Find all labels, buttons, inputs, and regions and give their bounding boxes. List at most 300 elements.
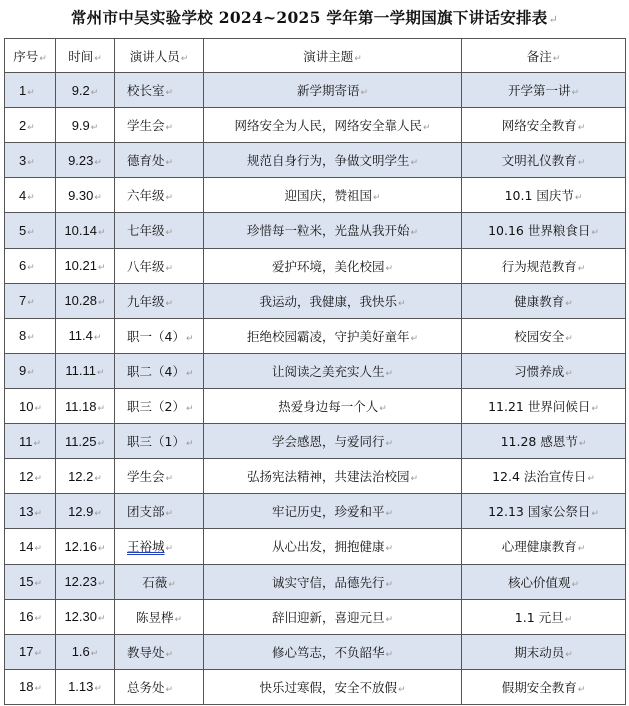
cell-topic-text: 学会感恩，与爱同行 [271,434,385,450]
cell-topic-text: 我运动，我健康，我快乐 [259,293,397,309]
table-row [5,248,626,283]
cell-topic-text: 网络安全为人民，网络安全靠人民 [234,118,422,134]
schedule-table [4,38,626,705]
cell-speaker-text: 德育处 [127,153,165,169]
cell-speaker-text: 职三（2） [127,399,185,415]
cell-topic-text: 珍惜每一粒米，光盘从我开始 [246,223,410,239]
cell-date-text: 1.6 [71,644,90,660]
cell-topic [204,73,462,108]
cell-date [56,634,115,669]
cell-end-mark-icon: ↵ [94,191,102,202]
cell-topic-text: 让阅读之美充实人生 [271,363,385,379]
cell-note [462,669,626,704]
cell-topic-text: 迎国庆，赞祖国 [284,188,372,204]
cell-end-mark-icon: ↵ [33,437,42,448]
cell-speaker [115,388,204,423]
cell-date [56,73,115,108]
cell-speaker-text: 学生会 [127,118,165,134]
cell-note-text: 习惯养成 [514,363,565,379]
cell-speaker [115,178,204,213]
cell-speaker [115,599,204,634]
cell-topic [204,494,462,529]
cell-end-mark-icon: ↵ [168,579,176,590]
cell-date [56,388,115,423]
cell-end-mark-icon: ↵ [165,649,174,660]
cell-end-mark-icon: ↵ [372,193,381,204]
cell-note [462,108,626,143]
cell-no [5,213,56,248]
cell-end-mark-icon: ↵ [97,367,105,378]
cell-end-mark-icon: ↵ [360,88,369,99]
cell-end-mark-icon: ↵ [354,53,362,64]
cell-speaker [115,108,204,143]
cell-no-text: 11 [19,433,33,449]
cell-speaker [115,73,204,108]
cell-end-mark-icon: ↵ [577,158,586,169]
cell-note-text: 网络安全教育 [501,118,577,134]
cell-end-mark-icon: ↵ [185,368,194,379]
cell-no-text: 9 [19,363,27,379]
cell-note-text: 1.1 元旦 [514,609,564,625]
cell-date-text: 10.21 [64,258,97,274]
cell-end-mark-icon: ↵ [34,472,43,483]
cell-no [5,459,56,494]
cell-end-mark-icon: ↵ [577,123,586,134]
cell-note [462,143,626,178]
cell-end-mark-icon: ↵ [385,614,394,625]
cell-note-text: 12.4 法治宣传日 [492,469,587,485]
cell-topic [204,599,462,634]
cell-topic [204,108,462,143]
cell-end-mark-icon: ↵ [34,648,43,659]
table-row [5,529,626,564]
cell-no-text: 3 [19,152,27,168]
cell-note [462,494,626,529]
cell-date-text: 11.18 [64,398,97,414]
cell-no [5,669,56,704]
cell-note [462,424,626,459]
cell-end-mark-icon: ↵ [185,439,194,450]
cell-no [5,634,56,669]
cell-topic-text: 辞旧迎新，喜迎元旦 [271,609,385,625]
cell-note [462,529,626,564]
header-topic: 演讲主题↵ [204,39,462,73]
cell-topic [204,459,462,494]
cell-topic-text: 快乐过寒假，安全不放假 [259,679,397,695]
cell-speaker [115,248,204,283]
header-speaker: 演讲人员↵ [115,39,204,73]
cell-speaker [115,634,204,669]
cell-end-mark-icon: ↵ [165,88,174,99]
cell-topic-text: 修心笃志，不负韶华 [271,644,385,660]
cell-no-text: 7 [19,293,27,309]
cell-topic [204,318,462,353]
document-title-text: 常州市中吴实验学校 2024~2025 学年第一学期国旗下讲话安排表 [70,8,548,27]
cell-no [5,318,56,353]
table-row [5,73,626,108]
cell-end-mark-icon: ↵ [98,578,106,589]
cell-topic [204,178,462,213]
cell-end-mark-icon: ↵ [591,509,599,520]
cell-speaker-text: 六年级 [127,188,165,204]
cell-date-text: 10.14 [64,222,97,238]
cell-date [56,108,115,143]
cell-no-text: 18 [19,679,34,695]
cell-topic [204,529,462,564]
cell-end-mark-icon: ↵ [98,262,106,273]
cell-end-mark-icon: ↵ [165,509,174,520]
cell-note [462,213,626,248]
cell-note-text: 假期安全教育 [501,679,577,695]
cell-date [56,669,115,704]
cell-no-text: 2 [19,117,27,133]
cell-end-mark-icon: ↵ [90,86,99,97]
cell-end-mark-icon: ↵ [165,474,174,485]
cell-end-mark-icon: ↵ [577,263,586,274]
cell-speaker [115,564,204,599]
cell-date [56,143,115,178]
cell-speaker-text: 职三（1） [127,434,185,450]
cell-topic-text: 规范自身行为，争做文明学生 [246,153,410,169]
cell-date-text: 12.23 [64,574,97,590]
table-row [5,669,626,704]
cell-end-mark-icon: ↵ [94,683,102,694]
cell-note-text: 核心价值观 [507,574,571,590]
table-row [5,459,626,494]
table-row [5,564,626,599]
cell-no-text: 5 [19,222,27,238]
table-row [5,178,626,213]
cell-speaker [115,459,204,494]
cell-date [56,599,115,634]
cell-date-text: 9.23 [68,152,94,168]
cell-date-text: 10.28 [64,293,97,309]
cell-note-text: 行为规范教育 [501,258,577,274]
cell-note [462,564,626,599]
cell-date [56,424,115,459]
cell-date-text: 11.25 [64,433,97,449]
cell-note-text: 开学第一讲 [507,83,571,99]
cell-speaker-text: 职二（4） [127,363,185,379]
cell-end-mark-icon: ↵ [34,542,43,553]
cell-end-mark-icon: ↵ [410,333,419,344]
cell-end-mark-icon: ↵ [571,579,580,590]
cell-topic-text: 牢记历史，珍爱和平 [271,504,385,520]
cell-end-mark-icon: ↵ [34,402,43,413]
cell-end-mark-icon: ↵ [165,684,174,695]
cell-end-mark-icon: ↵ [39,53,47,64]
cell-topic [204,213,462,248]
cell-speaker-text: 王裕城 [127,539,165,555]
cell-topic [204,248,462,283]
table-row [5,143,626,178]
cell-end-mark-icon: ↵ [34,683,43,694]
table-row [5,318,626,353]
cell-topic-text: 诚实守信，品德先行 [271,574,385,590]
table-row [5,599,626,634]
cell-end-mark-icon: ↵ [27,121,35,132]
cell-end-mark-icon: ↵ [27,226,35,237]
cell-end-mark-icon: ↵ [180,53,189,64]
cell-end-mark-icon: ↵ [34,578,43,589]
cell-end-mark-icon: ↵ [98,542,106,553]
cell-date-text: 1.13 [68,679,94,695]
cell-date-text: 12.9 [68,503,94,519]
cell-end-mark-icon: ↵ [565,333,573,344]
cell-speaker [115,669,204,704]
cell-no-text: 6 [19,258,27,274]
cell-date [56,213,115,248]
cell-no [5,143,56,178]
cell-note [462,634,626,669]
cell-note-text: 10.1 国庆节 [504,188,574,204]
cell-no-text: 4 [19,187,27,203]
cell-date-text: 12.2 [68,468,94,484]
cell-date-text: 9.2 [71,82,90,98]
table-row [5,213,626,248]
paragraph-mark-icon: ↵ [548,13,559,26]
table-row [5,108,626,143]
cell-speaker-text: 石薇 [142,574,168,590]
table-row [5,353,626,388]
cell-note [462,459,626,494]
cell-no-text: 10 [19,398,34,414]
table-row [5,634,626,669]
cell-end-mark-icon: ↵ [379,404,387,415]
cell-no-text: 13 [19,503,34,519]
cell-date [56,178,115,213]
cell-end-mark-icon: ↵ [185,404,194,415]
cell-end-mark-icon: ↵ [552,53,561,64]
cell-end-mark-icon: ↵ [385,439,394,450]
cell-speaker-text: 九年级 [127,293,165,309]
cell-speaker-text: 八年级 [127,258,165,274]
cell-topic [204,634,462,669]
cell-topic-text: 热爱身边每一个人 [278,399,379,415]
cell-topic-text: 弘扬宪法精神，共建法治校园 [246,469,410,485]
cell-date [56,494,115,529]
cell-end-mark-icon: ↵ [27,297,35,308]
cell-end-mark-icon: ↵ [165,263,174,274]
cell-note [462,248,626,283]
cell-no-text: 1 [19,82,27,98]
table-row [5,283,626,318]
cell-end-mark-icon: ↵ [98,613,106,624]
cell-date-text: 9.30 [68,187,94,203]
cell-date-text: 12.30 [64,609,97,625]
cell-no-text: 15 [19,574,34,590]
cell-end-mark-icon: ↵ [165,228,174,239]
cell-end-mark-icon: ↵ [27,191,35,202]
cell-note [462,73,626,108]
cell-note-text: 校园安全 [514,328,565,344]
cell-topic [204,283,462,318]
cell-no [5,108,56,143]
cell-end-mark-icon: ↵ [422,123,431,134]
cell-no [5,283,56,318]
table-row [5,494,626,529]
cell-end-mark-icon: ↵ [578,439,587,450]
cell-end-mark-icon: ↵ [410,158,419,169]
cell-note [462,388,626,423]
cell-topic [204,353,462,388]
cell-end-mark-icon: ↵ [165,544,174,555]
cell-speaker-text: 职一（4） [127,328,185,344]
cell-speaker-text: 校长室 [127,83,165,99]
cell-date [56,248,115,283]
cell-speaker-text: 七年级 [127,223,165,239]
cell-end-mark-icon: ↵ [410,228,419,239]
cell-topic [204,564,462,599]
cell-no [5,494,56,529]
cell-date [56,353,115,388]
cell-end-mark-icon: ↵ [385,509,394,520]
cell-note-text: 11.28 感恩节 [500,434,578,450]
cell-end-mark-icon: ↵ [27,156,35,167]
cell-note [462,599,626,634]
cell-end-mark-icon: ↵ [397,684,406,695]
cell-note-text: 11.21 世界问候日 [488,399,591,415]
cell-no [5,353,56,388]
cell-note-text: 文明礼仪教育 [501,153,577,169]
cell-end-mark-icon: ↵ [98,297,106,308]
cell-speaker [115,494,204,529]
cell-date [56,529,115,564]
cell-topic-text: 新学期寄语 [296,83,360,99]
cell-no [5,529,56,564]
cell-speaker-text: 陈昱桦 [135,609,174,625]
cell-end-mark-icon: ↵ [385,544,394,555]
cell-end-mark-icon: ↵ [97,402,106,413]
cell-end-mark-icon: ↵ [385,263,394,274]
cell-end-mark-icon: ↵ [90,648,99,659]
cell-end-mark-icon: ↵ [94,53,102,64]
cell-end-mark-icon: ↵ [385,368,394,379]
cell-no [5,248,56,283]
cell-end-mark-icon: ↵ [565,368,573,379]
cell-date-text: 11.11 [65,363,97,379]
cell-end-mark-icon: ↵ [577,684,586,695]
cell-speaker-text: 教导处 [127,644,165,660]
cell-topic-text: 拒绝校园霸凌，守护美好童年 [246,328,410,344]
cell-topic [204,424,462,459]
cell-end-mark-icon: ↵ [397,298,406,309]
cell-end-mark-icon: ↵ [577,544,586,555]
cell-topic [204,669,462,704]
cell-topic [204,388,462,423]
cell-no [5,178,56,213]
cell-note [462,178,626,213]
cell-note-text: 心理健康教育 [501,539,577,555]
cell-end-mark-icon: ↵ [574,193,583,204]
cell-end-mark-icon: ↵ [98,226,106,237]
cell-speaker [115,318,204,353]
cell-end-mark-icon: ↵ [571,88,580,99]
cell-end-mark-icon: ↵ [591,404,599,415]
cell-end-mark-icon: ↵ [97,437,106,448]
cell-no [5,73,56,108]
cell-no-text: 16 [19,609,34,625]
cell-end-mark-icon: ↵ [385,649,394,660]
cell-no-text: 14 [19,538,34,554]
cell-end-mark-icon: ↵ [34,507,43,518]
cell-no-text: 12 [19,468,34,484]
cell-date [56,318,115,353]
cell-speaker [115,424,204,459]
cell-speaker [115,213,204,248]
cell-note-text: 期末动员 [514,644,565,660]
cell-date-text: 9.9 [71,117,90,133]
cell-end-mark-icon: ↵ [93,332,102,343]
header-note: 备注↵ [462,39,626,73]
cell-end-mark-icon: ↵ [587,474,595,485]
cell-no [5,564,56,599]
cell-date-text: 11.4 [68,328,93,344]
cell-end-mark-icon: ↵ [185,333,194,344]
cell-speaker [115,353,204,388]
cell-topic-text: 爱护环境，美化校园 [271,258,385,274]
header-date: 时间↵ [56,39,115,73]
table-row [5,388,626,423]
cell-topic-text: 从心出发，拥抱健康 [271,539,385,555]
header-no: 序号↵ [5,39,56,73]
cell-note [462,283,626,318]
cell-end-mark-icon: ↵ [94,507,102,518]
cell-note [462,353,626,388]
table-header-row [5,39,626,73]
cell-end-mark-icon: ↵ [27,367,35,378]
cell-end-mark-icon: ↵ [34,613,43,624]
cell-end-mark-icon: ↵ [410,474,419,485]
cell-note-text: 健康教育 [514,293,565,309]
cell-topic [204,143,462,178]
cell-end-mark-icon: ↵ [165,193,174,204]
cell-end-mark-icon: ↵ [165,158,174,169]
cell-note-text: 10.16 世界粮食日 [488,223,591,239]
document-title [0,6,629,28]
cell-speaker-text: 团支部 [127,504,165,520]
cell-no-text: 8 [19,328,27,344]
cell-end-mark-icon: ↵ [165,123,174,134]
cell-speaker-text: 总务处 [127,679,165,695]
cell-no [5,599,56,634]
cell-end-mark-icon: ↵ [564,614,573,625]
cell-end-mark-icon: ↵ [565,649,573,660]
cell-speaker [115,529,204,564]
cell-end-mark-icon: ↵ [385,579,394,590]
cell-end-mark-icon: ↵ [27,262,35,273]
cell-no [5,424,56,459]
cell-end-mark-icon: ↵ [90,121,99,132]
cell-note-text: 12.13 国家公祭日 [488,504,591,520]
cell-end-mark-icon: ↵ [94,472,102,483]
cell-note [462,318,626,353]
cell-speaker [115,143,204,178]
cell-end-mark-icon: ↵ [165,298,174,309]
cell-date [56,564,115,599]
cell-speaker [115,283,204,318]
cell-date [56,283,115,318]
cell-end-mark-icon: ↵ [174,614,183,625]
cell-no-text: 17 [19,644,34,660]
cell-no [5,388,56,423]
cell-date-text: 12.16 [64,538,97,554]
table-row [5,424,626,459]
cell-speaker-text: 学生会 [127,469,165,485]
cell-end-mark-icon: ↵ [27,86,35,97]
cell-date [56,459,115,494]
cell-end-mark-icon: ↵ [94,156,102,167]
